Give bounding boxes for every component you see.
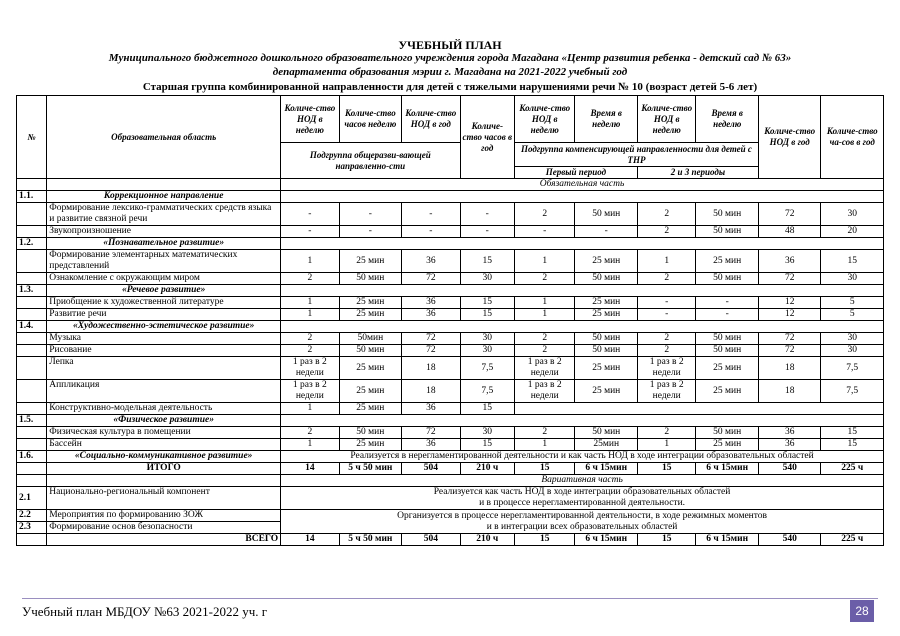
period-first: Первый период	[514, 167, 637, 179]
row-num: 1.2.	[17, 238, 47, 250]
social-note: Реализуется в нерегламентированной деятельности и как часть НОД в ходе интеграции образовательных областей	[281, 451, 884, 463]
total-label: ИТОГО	[47, 463, 281, 475]
row-num: 2.2	[17, 510, 47, 522]
section-title: «Речевое развитие»	[47, 285, 281, 297]
section-title: Коррекционное направление	[47, 191, 281, 203]
row-name: Развитие речи	[47, 309, 281, 321]
section-mandatory: Обязательная часть	[281, 179, 884, 191]
col-hours-year-gen: Количе-ство часов в год	[460, 96, 514, 179]
row-name: Конструктивно-модельная деятельность	[47, 403, 281, 415]
row-num: 2.1	[17, 487, 47, 510]
plan-title: УЧЕБНЫЙ ПЛАН	[398, 38, 502, 52]
row-name: Формирование элементарных математических представлений	[47, 250, 281, 273]
period-second-third: 2 и 3 периоды	[637, 167, 758, 179]
row-name: Мероприятия по формированию ЗОЖ	[47, 510, 281, 522]
grand-total-label: ВСЕГО	[47, 534, 281, 546]
section-variable: Вариативная часть	[281, 475, 884, 487]
col-nod-week-gen: Количе-ство НОД в неделю	[281, 96, 339, 143]
footer-text: Учебный план МБДОУ №63 2021-2022 уч. г	[22, 604, 268, 619]
col-area: Образовательная область	[47, 96, 281, 179]
row-num: 1.4.	[17, 321, 47, 333]
row-name: Рисование	[47, 345, 281, 357]
section-title: «Художественно-эстетическое развитие»	[47, 321, 281, 333]
section-title: «Познавательное развитие»	[47, 238, 281, 250]
group-line: Старшая группа комбинированной направленности для детей с тяжелыми нарушениями речи № 10 (возраст детей 5-6 лет)	[142, 81, 758, 93]
row-num: 1.1.	[17, 191, 47, 203]
row-name: Формирование основ безопасности	[47, 522, 281, 534]
row-num: 1.6.	[17, 451, 47, 463]
col-time-week-p1: Время в неделю	[575, 96, 638, 143]
col-num: №	[17, 96, 47, 179]
row-name: Звукопроизношение	[47, 226, 281, 238]
row-name: Национально-региональный компонент	[47, 487, 281, 510]
section-title: «Физическое развитие»	[47, 415, 281, 427]
row-name: Бассейн	[47, 439, 281, 451]
page-number: 28	[850, 600, 874, 622]
row-num: 2.3	[17, 522, 47, 534]
row-name: Ознакомление с окружающим миром	[47, 273, 281, 285]
col-nod-year-gen: Количе-ство НОД в год	[402, 96, 460, 143]
row-num: 1.3.	[17, 285, 47, 297]
department-line: департамента образования мэрии г. Магадана на 2021-2022 учебный год	[272, 66, 628, 78]
row-num: 1.5.	[17, 415, 47, 427]
subgroup-general: Подгруппа общеразви-вающей направленно-сти	[281, 143, 460, 179]
row-name: Музыка	[47, 333, 281, 345]
col-time-week-p23: Время в неделю	[696, 96, 759, 143]
row-name: Физическая культура в помещении	[47, 427, 281, 439]
footer-divider	[22, 598, 878, 599]
subgroup-compensating: Подгруппа компенсирующей направленности для детей с ТНР	[514, 143, 758, 167]
col-nod-week-p23: Количе-ство НОД в неделю	[637, 96, 695, 143]
row-name: Формирование лексико-грамматических средств языка и развитие связной речи	[47, 203, 281, 226]
regional-note: Реализуется как часть НОД в ходе интеграции образовательных областей и в процессе нерегламентированной деятельности.	[281, 487, 884, 510]
section-title: «Социально-коммуникативное развитие»	[47, 451, 281, 463]
row-name: Лепка	[47, 357, 281, 380]
col-hours-week-gen: Количе-ство часов неделю	[339, 96, 402, 143]
col-nod-week-p1: Количе-ство НОД в неделю	[514, 96, 574, 143]
col-nod-year-comp: Количе-ство НОД в год	[758, 96, 821, 179]
institution-line: Муниципального бюджетного дошкольного образовательного учреждения города Магадана «Центр развития ребенка - детский сад № 63»	[108, 52, 792, 64]
row-name: Приобщение к художественной литературе	[47, 297, 281, 309]
curriculum-table: № Образовательная область Количе-ство НОД в неделю Количе-ство часов неделю Количе-ство НОД в год Количе-ство часов в год Количе-ство НОД в неделю Время в неделю Количе-ство НОД в неделю Время в неделю Количе-ство НОД в год Количе-ство ча-сов в год Подгруппа общеразви-вающей направленно-сти Подгруппа компенсирующей направленности для детей с ТНР Первый период 2 и 3 периоды Обязательная часть 1.1. Коррекционное направление Формирование лексико-грамматических средств языка и развитие связной речи - - - - 2 50 мин 2 50 мин 72 30 Звукопроизношение - - - - - - 2 50 мин 48 20 1.2. «Познавательное развитие» Формирование элементарных математических представлений 1 25 мин 36 15 1 25 мин 1 25 мин 36 15 Ознакомление с окружающим миром 2 50 мин 72 30 2 50 мин 2 50 мин 72 30 1.3. «Речевое развитие» Приобщение к художественной литературе 1 25 мин 36 15 1 25 мин - - 12 5 Развитие речи 1 25 мин 36 15 1 25 мин - - 12 5 1.4. «Художественно-эстетическое развитие» Музыка 2 50мин 72 30 2 50 мин 2 50 мин 72 30 Рисование 2 50 мин 72 30 2 50 мин 2 50 мин 72 30 Лепка 1 раз в 2 недели 25 мин 18 7,5 1 раз в 2 недели 25 мин 1 раз в 2 недели 25 мин 18 7,5 Аппликация 1 раз в 2 недели 25 мин 18 7,5 1 раз в 2 недели 25 мин 1 раз в 2 недели 25 мин 18 7,5 Конструктивно-модельная деятельность 1 25 мин 36 15 1.5. «Физическое развитие» Физическая культура в помещении 2 50 мин 72 30 2 50 мин 2 50 мин 36 15 Бассейн 1 25 мин 36 15 1 25мин 1 25 мин 36 15 1.6. «Социально-коммуникативное развитие» Реализуется в нерегламентированной деятельности и как часть НОД в ходе интеграции образовательных областей ИТОГО 14 5 ч 50 мин 504 210 ч 15 6 ч 15мин 15 6 ч 15мин 540 225 ч Вариативная часть 2.1 Национально-региональный компонент Реализуется как часть НОД в ходе интеграции образовательных областей и в процессе нерегламентированной деятельности. 2.2 Мероприятия по формированию ЗОЖ Организуется в процессе нерегламентированной деятельности, в ходе режимных моментов и в интеграции всех образовательных областей 2.3 Формирование основ безопасности ВСЕГО 14 5 ч 50 мин 504 210 ч 15 6 ч 15мин 15 6 ч 15мин 540 225 ч	[16, 95, 884, 546]
healthy-note: Организуется в процессе нерегламентированной деятельности, в ходе режимных моментов и в интеграции всех образовательных областей	[281, 510, 884, 534]
row-name: Аппликация	[47, 380, 281, 403]
col-hours-year-comp: Количе-ство ча-сов в год	[821, 96, 884, 179]
